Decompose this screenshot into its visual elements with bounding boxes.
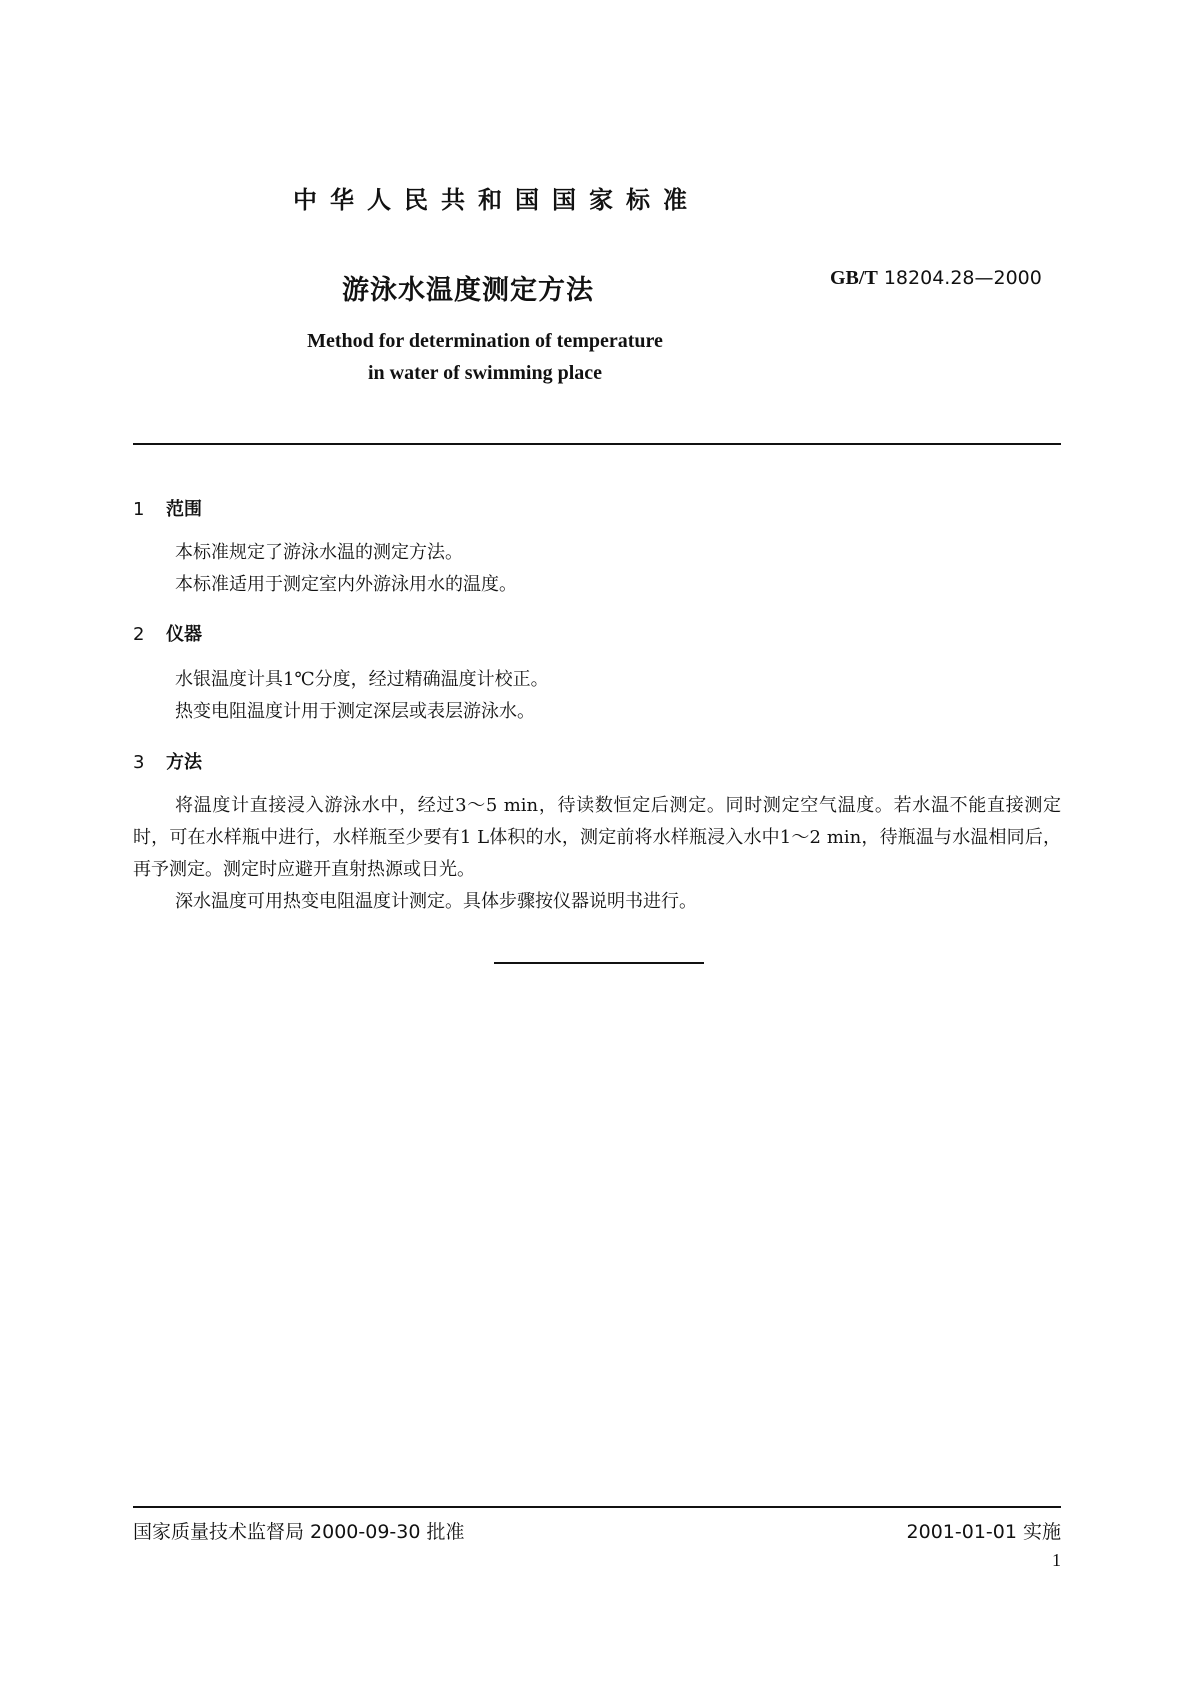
section-1-paragraph-2: 本标准适用于测定室内外游泳用水的温度。 [175,574,517,595]
section-2-heading [133,620,202,646]
section-2-paragraph-1: 水银温度计具1℃分度，经过精确温度计校正。 [175,669,549,690]
section-number: 1 [133,499,145,520]
national-standard-heading: 中华人民共和国国家标准 [293,186,700,214]
section-3-heading [133,748,202,774]
section-1-paragraph-1: 本标准规定了游泳水温的测定方法。 [175,542,463,563]
section-title: 范围 [166,499,202,520]
header-divider [133,443,1061,445]
section-number: 3 [133,752,145,773]
standard-title-en-line2: in water of swimming place [367,362,603,384]
approval-statement: 国家质量技术监督局 2000-09-30 批准 [133,1521,465,1543]
section-3-paragraph-1: 将温度计直接浸入游泳水中，经过3～5 min，待读数恒定后测定。同时测定空气温度。若水温不能直接测定时，可在水样瓶中进行，水样瓶至少要有1 L体积的水，测定前将水样瓶浸入水中1～2 min，待瓶温与水温相同后，再予测定。测定时应避开直射热源或日光。 [133,795,1061,880]
standard-code-prefix: GB/T [830,267,878,289]
section-number: 2 [133,624,145,645]
end-of-text-rule [494,962,704,964]
standard-code [830,267,1042,290]
standard-title-cn: 游泳水温度测定方法 [342,275,594,306]
section-1-heading [133,495,202,521]
standard-title-en-line1: Method for determination of temperature [307,330,663,352]
implementation-date: 2001-01-01 实施 [906,1521,1061,1543]
section-title: 仪器 [166,624,202,645]
page-number: 1 [1052,1550,1061,1570]
section-title: 方法 [166,752,202,773]
footer-divider [133,1506,1061,1508]
section-2-paragraph-2: 热变电阻温度计用于测定深层或表层游泳水。 [175,701,535,722]
section-3-paragraph-2: 深水温度可用热变电阻温度计测定。具体步骤按仪器说明书进行。 [175,891,697,912]
standard-code-number: 18204.28—2000 [883,267,1042,289]
